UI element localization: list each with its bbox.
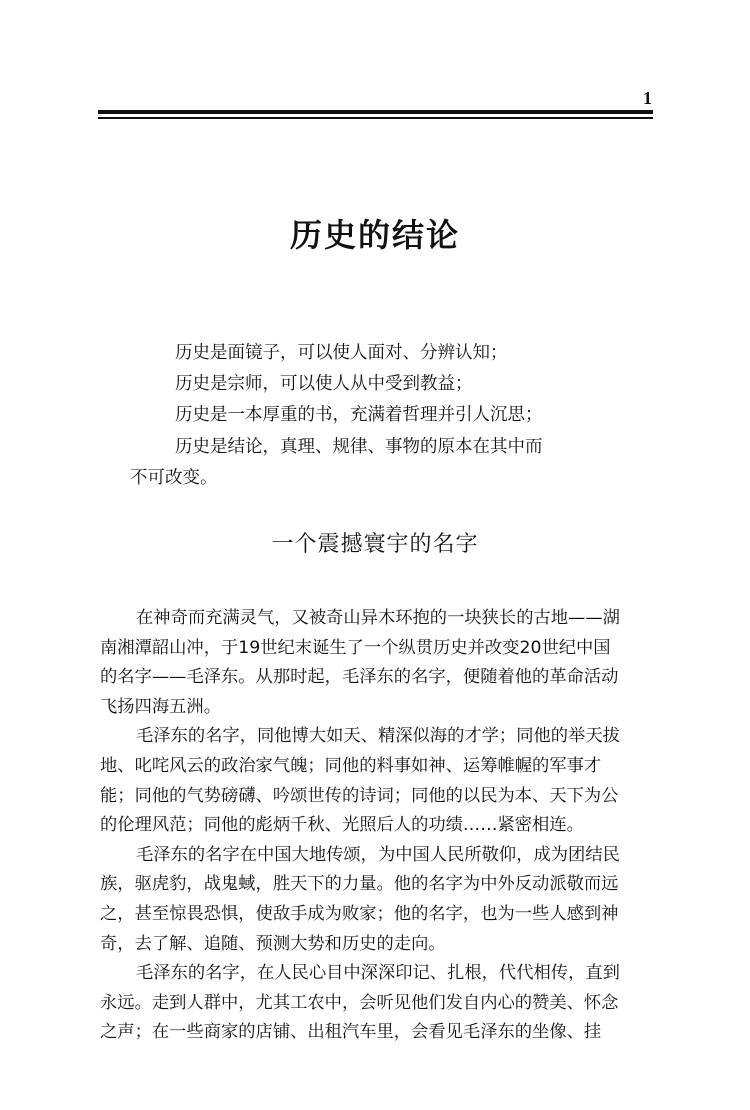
- body-line: 的伦理风范；同他的彪炳千秋、光照后人的功绩……紧密相连。: [100, 815, 584, 836]
- epigraph-line: 历史是面镜子，可以使人面对、分辨认知；: [175, 343, 508, 363]
- body-line: 毛泽东的名字，同他博大如天、精深似海的才学；同他的举天拔: [136, 726, 620, 747]
- epigraph-line: 历史是宗师，可以使人从中受到教益；: [175, 374, 473, 395]
- body-text: [100, 604, 655, 1048]
- body-line: 之，甚至惊畏恐惧，使敌手成为败家；他的名字，也为一些人感到神: [100, 903, 619, 924]
- body-line: 族，驱虎豹，战鬼蜮，胜天下的力量。他的名字为中外反动派敬而远: [100, 874, 619, 895]
- body-line: 奇，去了解、追随、预测大势和历史的走向。: [100, 933, 446, 954]
- body-line: 永远。走到人群中，尤其工农中，会听见他们发自内心的赞美、怀念: [100, 992, 619, 1013]
- body-line: 南湘潭韶山冲，于19世纪末诞生了一个纵贯历史并改变20世纪中国: [100, 637, 611, 658]
- body-line: 之声；在一些商家的店铺、出租汽车里，会看见毛泽东的坐像、挂: [100, 1022, 602, 1043]
- body-line: 在神奇而充满灵气，又被奇山异木环抱的一块狭长的古地——湖: [136, 608, 620, 628]
- body-line: 毛泽东的名字在中国大地传颂，为中国人民所敬仰，成为团结民: [136, 844, 620, 865]
- body-line: 地、叱咤风云的政治家气魄；同他的料事如神、运筹帷幄的军事才: [100, 755, 602, 776]
- header-rule-thin: [98, 117, 653, 119]
- epigraph-line: 历史是结论，真理、规律、事物的原本在其中而: [175, 436, 543, 457]
- section-title: 一个震撼寰宇的名字: [271, 532, 479, 557]
- header-rule-thick: [98, 110, 653, 114]
- page-number: 1: [643, 88, 652, 108]
- epigraph-line: 历史是一本厚重的书，充满着哲理并引人沉思；: [175, 405, 543, 426]
- body-line: 能；同他的气势磅礴、吟颂世传的诗词；同他的以民为本、天下为公: [100, 785, 619, 806]
- body-line: 的名字——毛泽东。从那时起，毛泽东的名字，便随着他的革命活动: [100, 667, 619, 688]
- epigraph: [130, 338, 650, 494]
- body-line: 飞扬四海五洲。: [100, 696, 221, 717]
- body-line: 毛泽东的名字，在人民心目中深深印记、扎根，代代相传，直到: [136, 963, 620, 984]
- epigraph-line: 不可改变。: [130, 467, 218, 488]
- chapter-title: 历史的结论: [289, 216, 460, 254]
